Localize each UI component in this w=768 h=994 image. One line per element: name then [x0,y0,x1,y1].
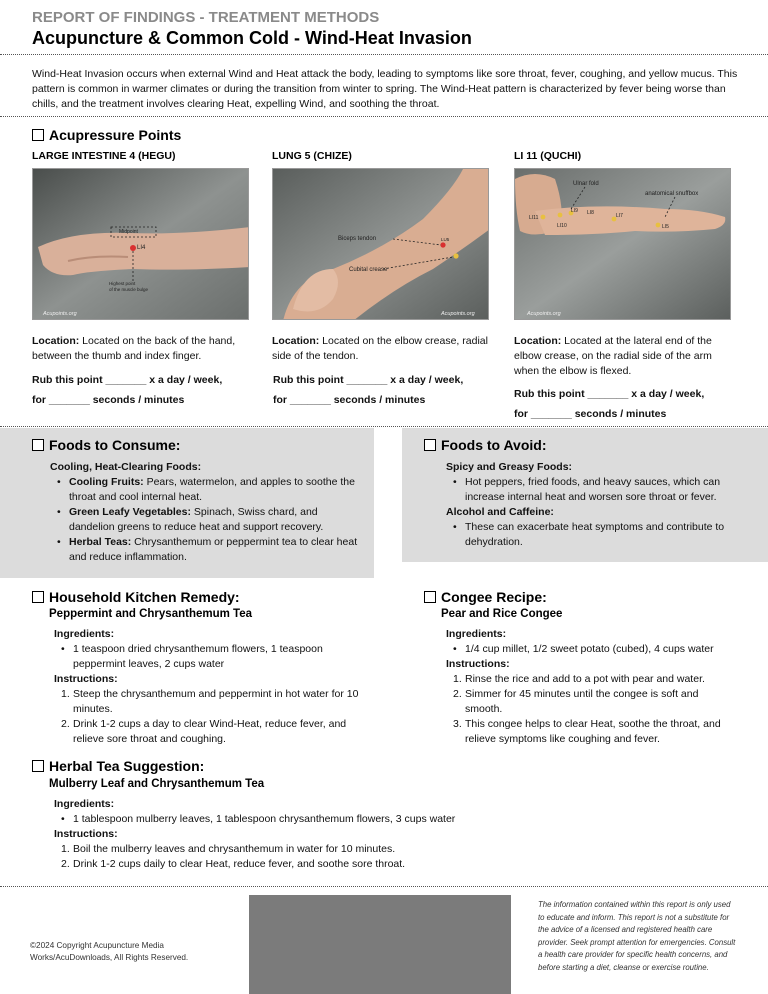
photo-label: anatomical snuffbox [645,191,699,197]
point-location-li11: Location: Located at the lateral end of the elbow crease, on the radial side of the arm when the elbow is flexed. [514,335,712,377]
herbal-name: Mulberry Leaf and Chrysanthemum Tea [49,778,265,790]
avoid-group-title: Spicy and Greasy Foods: [446,461,573,473]
remedy-checkbox[interactable] [32,591,44,603]
point-title-li11: LI 11 (QUCHI) [514,150,582,162]
list-item: • 1 teaspoon dried chrysanthemum flowers, 1 teaspoon peppermint leaves, 2 cups water [54,642,366,672]
photo-label: Midpoint [119,229,138,235]
photo-label: LU5 [441,237,450,242]
list-item: • Cooling Fruits: Pears, watermelon, and apples to soothe the throat and cool internal heat. [50,475,360,505]
avoid-checkbox[interactable] [424,439,436,451]
consume-list [50,460,360,565]
point-title-lu5: LUNG 5 (CHIZE) [272,150,352,162]
herbal-heading: Herbal Tea Suggestion: [32,758,204,774]
hand-photo-li4 [32,168,249,320]
photo-label: LI11 [529,215,539,221]
footer-grey-block [249,895,511,994]
photo-watermark: Acupoints.org [441,311,475,317]
photo-label: Biceps tendon [338,236,377,242]
acupressure-checkbox[interactable] [32,129,44,141]
photo-label: LI5 [662,224,669,230]
photo-label: Ulnar fold [573,181,599,187]
congee-heading: Congee Recipe: [424,589,547,605]
photo-label: of the muscle bulge [109,287,149,292]
rub-frequency-li4: Rub this point _______ x a day / week, [32,374,223,386]
rub-duration-li11: for _______ seconds / minutes [514,408,667,420]
photo-label: LI10 [557,223,567,229]
rub-duration-lu5: for _______ seconds / minutes [273,394,426,406]
list-item: • 1/4 cup millet, 1/2 sweet potato (cubed), 4 cups water [446,642,732,657]
congee-body: Ingredients: • 1/4 cup millet, 1/2 sweet potato (cubed), 4 cups water Instructions: 1. Rinse the rice and add to a pot with pear and water. 2. Simmer for 45 minutes until the congee is soft and smooth. 3. This congee helps to clear Heat, soothe the throat, and relieve symptoms like coughing and fever. [446,627,732,747]
list-item: • Herbal Teas: Chrysanthemum or peppermint tea to clear heat and reduce inflammation. [50,535,360,565]
step-item: 2. Drink 1-2 cups a day to clear Wind-Heat, reduce fever, and relieve sore throat and coughing. [61,718,347,745]
rub-frequency-li11: Rub this point _______ x a day / week, [514,388,705,400]
photo-label: LI9 [571,208,578,214]
list-item: • 1 tablespoon mulberry leaves, 1 tablespoon chrysanthemum flowers, 3 cups water [54,812,654,827]
rub-duration-li4: for _______ seconds / minutes [32,394,185,406]
page-title: Acupuncture & Common Cold - Wind-Heat Invasion [32,28,472,48]
photo-label: Cubital crease [349,267,388,273]
avoid-list [446,460,746,550]
photo-watermark: Acupoints.org [527,311,561,317]
step-item: 2. Drink 1-2 cups daily to clear Heat, reduce fever, and soothe sore throat. [61,858,406,870]
photo-label: LI4 [137,245,146,251]
remedy-body: Ingredients: • 1 teaspoon dried chrysanthemum flowers, 1 teaspoon peppermint leaves, 2 cups water Instructions: 1. Steep the chrysanthemum and peppermint in hot water for 10 minutes. 2. Drink 1-2 cups a day to clear Wind-Heat, reduce fever, and relieve sore throat and coughing. [54,627,366,747]
step-item: 1. Rinse the rice and add to a pot with pear and water. [453,673,705,685]
herbal-body: Ingredients: • 1 tablespoon mulberry leaves, 1 tablespoon chrysanthemum flowers, 3 cups water Instructions: 1. Boil the mulberry leaves and chrysanthemum in water for 10 minutes. 2. Drink 1-2 cups daily to clear Heat, reduce fever, and soothe sore throat. [54,797,654,872]
photo-label: Highest point [109,281,136,286]
list-item: • Hot peppers, fried foods, and heavy sauces, which can increase internal heat and worsen sore throat or fever. [446,475,746,505]
photo-label: LI7 [616,213,623,219]
report-subtitle: REPORT OF FINDINGS - TREATMENT METHODS [32,9,380,26]
congee-checkbox[interactable] [424,591,436,603]
arm-photo-lu5 [272,168,489,320]
step-item: 3. This congee helps to clear Heat, soothe the throat, and relieve symptoms like coughing and fever. [453,718,721,745]
photo-watermark: Acupoints.org [43,311,77,317]
avoid-group-title: Alcohol and Caffeine: [446,506,554,518]
step-item: 1. Steep the chrysanthemum and peppermint in hot water for 10 minutes. [61,688,359,715]
list-item: • Green Leafy Vegetables: Spinach, Swiss chard, and dandelion greens to reduce heat and support recovery. [50,505,360,535]
list-item: • These can exacerbate heat symptoms and contribute to dehydration. [446,520,746,550]
consume-checkbox[interactable] [32,439,44,451]
step-item: 2. Simmer for 45 minutes until the congee is soft and smooth. [453,688,699,715]
divider [0,116,768,117]
divider [0,54,768,55]
consume-heading: Foods to Consume: [32,437,180,453]
copyright-text: ©2024 Copyright Acupuncture Media Works/AcuDownloads, All Rights Reserved. [30,941,189,962]
intro-paragraph: Wind-Heat Invasion occurs when external Wind and Heat attack the body, leading to symptoms like sore throat, fever, coughing, and yellow mucus. This pattern is common in warmer climates or during the transition from winter to spring. The Wind-Heat pattern is characterized by fever being worse than chills, and the treatment involves clearing Heat, expelling Wind, and soothing the throat. [32,68,738,110]
consume-group-title: Cooling, Heat-Clearing Foods: [50,461,202,473]
point-title-li4: LARGE INTESTINE 4 (HEGU) [32,150,176,162]
point-location-li4: Location: Located on the back of the hand, between the thumb and index finger. [32,335,236,362]
herbal-checkbox[interactable] [32,760,44,772]
step-item: 1. Boil the mulberry leaves and chrysanthemum in water for 10 minutes. [61,843,396,855]
rub-frequency-lu5: Rub this point _______ x a day / week, [273,374,464,386]
congee-name: Pear and Rice Congee [441,608,563,620]
point-location-lu5: Location: Located on the elbow crease, radial side of the tendon. [272,335,488,362]
divider [0,426,768,427]
divider [0,886,768,887]
acupressure-heading: Acupressure Points [32,127,181,143]
remedy-name: Peppermint and Chrysanthemum Tea [49,608,252,620]
photo-label: LI8 [587,210,594,216]
avoid-heading: Foods to Avoid: [424,437,547,453]
arm-photo-li11 [514,168,731,320]
disclaimer-text: The information contained within this report is only used to educate and inform. This report is not a substitute for the advice of a licensed and registered health care provider. Seek prompt attention for emergencies. Consult a health care provider for specific health concerns, and before starting a diet, cleanse or exercise routine. [538,900,736,972]
remedy-heading: Household Kitchen Remedy: [32,589,240,605]
